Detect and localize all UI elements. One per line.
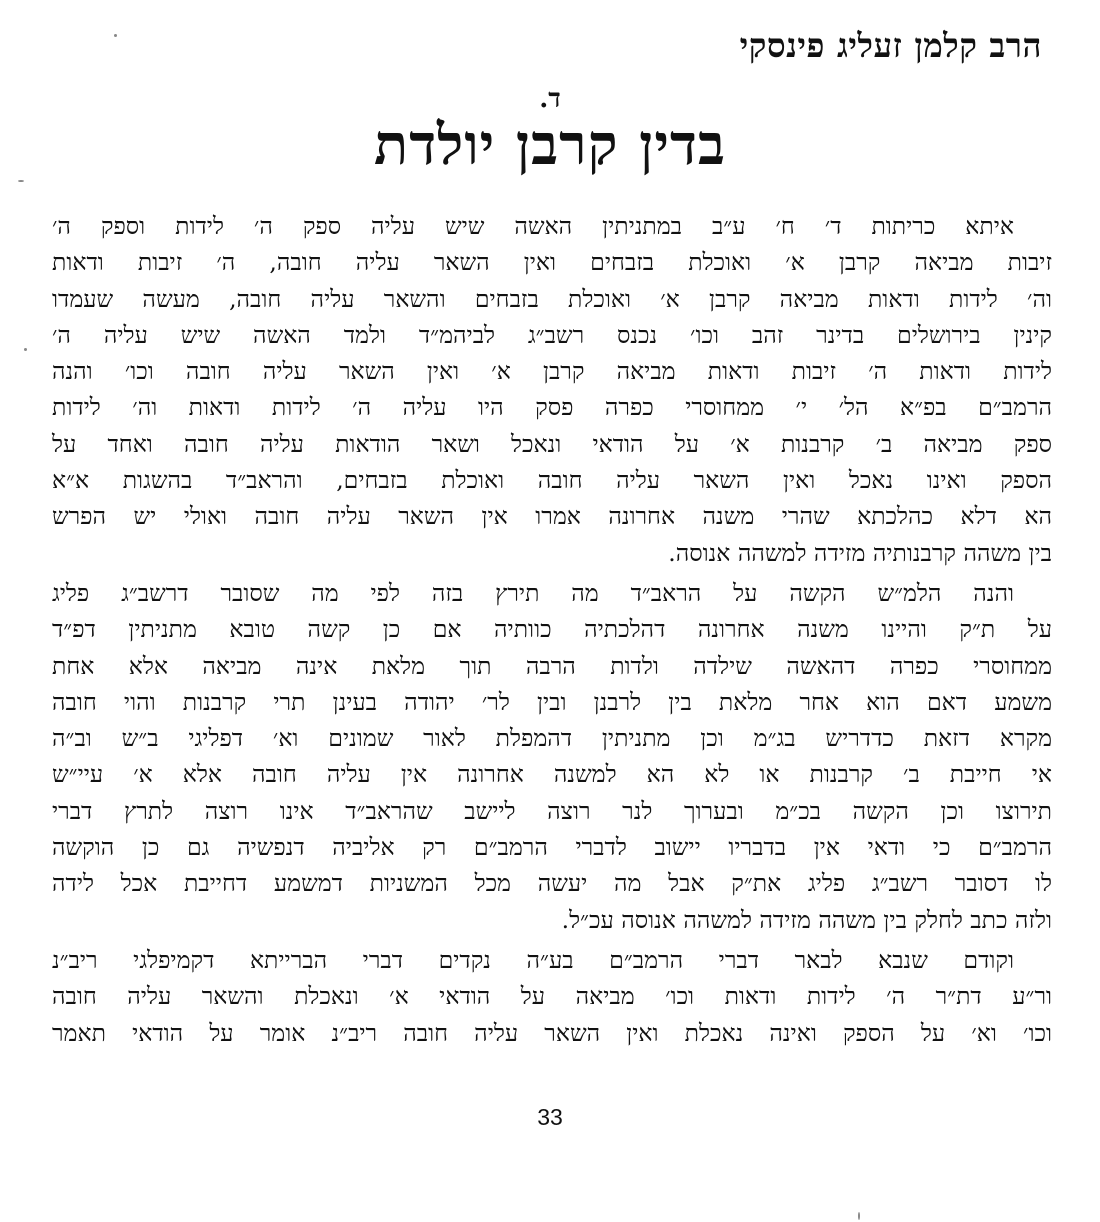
text-line: ממחוסרי כפרה דהאשה שילדה ולדות הרבה תוך מלאת אינה מביאה אלא אחת	[52, 651, 1052, 680]
text-line: וכו׳ וא׳ על הספק ואינה נאכלת ואין השאר עליה חובה ריב״נ אומר על הודאי תאמר	[52, 1018, 1052, 1047]
paragraph-3	[52, 942, 1052, 1051]
text-line: ספק מביאה ב׳ קרבנות א׳ על הודאי ונאכל ושאר הודאות עליה חובה ואחד על	[52, 429, 1052, 458]
text-line: לידות ודאות ה׳ זיבות ודאות מביאה קרבן א׳ ואין השאר עליה חובה וכו׳ והנה	[52, 357, 1052, 386]
text-line: בין משהה קרבנותיה מזידה למשהה אנוסה.	[668, 538, 1052, 567]
text-line: אי חייבת ב׳ קרבנות או לא הא למשנה אחרונה אין עליה חובה אלא א׳ עיי״ש	[52, 760, 1052, 789]
text-line: וקודם שנבא לבאר דברי הרמב״ם בע״ה נקדים דברי הברייתא דקמיפלגי ריב״נ	[52, 945, 1014, 974]
text-line: איתא כריתות ד׳ ח׳ ע״ב במתניתין האשה שיש עליה ספק ה׳ לידות וספק ה׳	[52, 212, 1014, 240]
section-number: ד.	[539, 84, 561, 114]
text-line: והנה הלמ״ש הקשה על הראב״ד מה תירץ בזה לפי מה שסובר דרשב״ג פליג	[52, 578, 1014, 607]
page-number: 33	[537, 1104, 563, 1130]
scan-speck	[114, 34, 117, 37]
text-line: וה׳ לידות ודאות מביאה קרבן א׳ ואוכלת בזבחים והשאר עליה חובה, מעשה שעמדו	[52, 284, 1052, 313]
text-line: קינין בירושלים בדינר זהב וכו׳ נכנס רשב״ג לביהמ״ד ולמד האשה שיש עליה ה׳	[52, 320, 1052, 349]
text-line: משמע דאם הוא אחר מלאת בין לרבנן ובין לר׳ יהודה בעינן תרי קרבנות והוי חובה	[52, 687, 1052, 716]
chapter-title: בדין קרבן יולדת	[374, 112, 726, 178]
text-line: ולזה כתב לחלק בין משהה מזידה למשהה אנוסה עכ״ל.	[561, 905, 1052, 934]
text-line: על ת״ק והיינו משנה אחרונה דהלכתיה כוותיה אם כן קשה טובא מתניתין דפ״ד	[52, 615, 1052, 644]
paragraph-2	[52, 575, 1052, 938]
text-line: הרמב״ם כי ודאי אין בדבריו יישוב לדברי הרמב״ם רק אליביה דנפשיה גם כן הוקשה	[52, 833, 1052, 862]
paragraph-1	[52, 208, 1052, 571]
text-line: מקרא דזאת כדדריש בג״מ וכן מתניתין דהמפלת לאור שמונים וא׳ דפליגי ב״ש וב״ה	[52, 724, 1052, 753]
running-head-author: הרב קלמן זעליג פינסקי	[739, 26, 1042, 65]
body-text	[52, 208, 1052, 1051]
text-line: תירוצו וכן הקשה בכ״מ ובערוך לנר רוצה ליישב שהראב״ד אינו רוצה לתרץ דברי	[52, 796, 1052, 825]
text-line: הא דלא כהלכתא שהרי משנה אחרונה אמרו אין השאר עליה חובה ואולי יש הפרש	[52, 502, 1052, 531]
text-line: הספק ואינו נאכל ואין השאר עליה חובה ואוכלת בזבחים, והראב״ד בהשגות א״א	[52, 466, 1052, 495]
text-line: זיבות מביאה קרבן א׳ ואוכלת בזבחים ואין השאר עליה חובה, ה׳ זיבות ודאות	[52, 248, 1052, 277]
scan-speck	[858, 1212, 860, 1220]
scan-speck	[24, 348, 27, 351]
text-line: לו דסובר רשב״ג פליג את״ק אבל מה יעשה מכל המשניות דמשמע דחייבת אכל לידה	[52, 869, 1052, 898]
text-line: ור״ע דת״ר ה׳ לידות ודאות וכו׳ מביאה על הודאי א׳ ונאכלת והשאר עליה חובה	[52, 982, 1052, 1011]
text-line: הרמב״ם בפ״א הל׳ י׳ ממחוסרי כפרה פסק היו עליה ה׳ לידות ודאות וה׳ לידות	[52, 393, 1052, 422]
scan-speck	[18, 180, 24, 182]
